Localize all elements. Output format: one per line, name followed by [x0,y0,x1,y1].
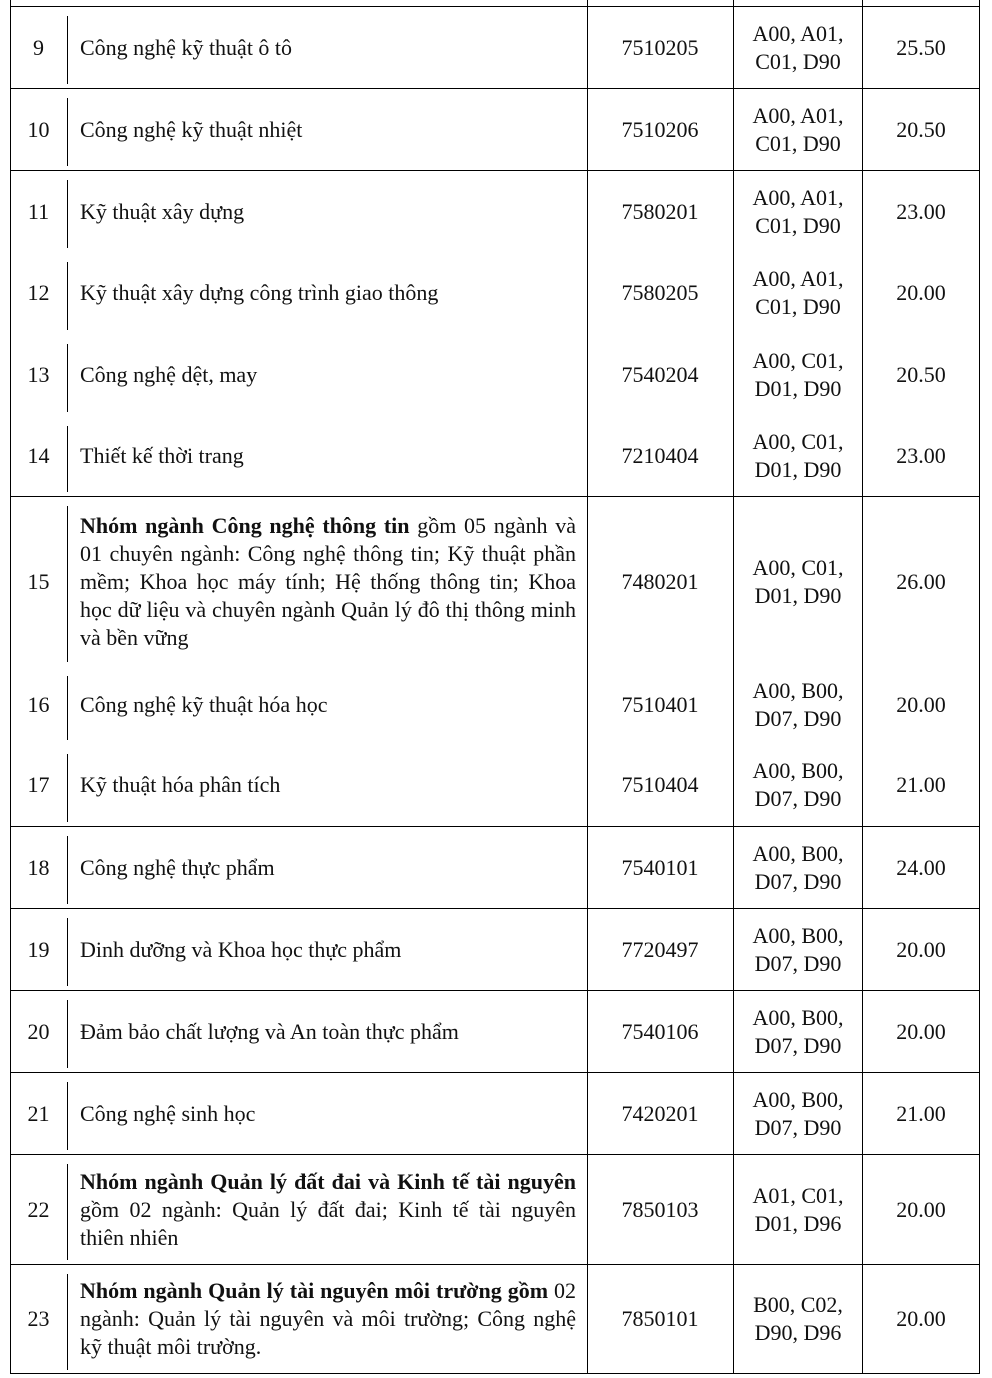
row-number: 14 [27,443,50,468]
subject-combination: D01, D90 [754,582,842,608]
column-divider [67,506,68,662]
table-row [10,252,980,334]
major-group-title: Nhóm ngành Quản lý tài nguyên môi trường gồm [80,1278,549,1303]
table-border-score [862,0,863,1374]
major-name: Công nghệ kỹ thuật nhiệt [80,116,303,142]
subject-combination: A00, B00, [752,840,844,866]
major-code: 7540204 [621,362,699,387]
column-divider [67,676,68,740]
subject-combination: A00, C01, [752,348,844,373]
table-row [10,744,980,826]
cutoff-score: 20.00 [896,1196,946,1222]
column-divider [67,16,68,84]
cutoff-score: 20.00 [896,280,946,305]
row-number: 11 [27,198,50,224]
major-name: Dinh dưỡng và Khoa học thực phẩm [80,936,402,962]
major-group-title: Nhóm ngành Quản lý đất đai và Kinh tế tài nguyên [80,1168,576,1194]
subject-combination: C01, D90 [755,130,841,156]
table-row [10,666,980,744]
subject-combination: D90, D96 [754,1320,842,1345]
subject-combination: A01, C01, [752,1182,844,1208]
table-border-bottom [10,1373,980,1374]
major-name: Công nghệ kỹ thuật ô tô [80,34,293,60]
major-code: 7580201 [621,198,699,224]
major-code: 7720497 [621,936,699,962]
table-row [10,990,980,1072]
subject-combination: D01, D90 [754,457,842,482]
subject-combination: D07, D90 [754,1114,842,1140]
table-row [10,496,980,666]
cutoff-score: 25.50 [896,34,946,60]
major-code: 7510206 [621,116,699,142]
table-border-comb [733,0,734,1374]
column-divider [67,98,68,166]
major-code: 7850103 [621,1196,699,1222]
major-group-title: Nhóm ngành Công nghệ thông tin [80,512,410,538]
subject-combination: C01, D90 [755,48,841,74]
table-row [10,170,980,252]
major-code: 7510401 [621,692,699,717]
column-divider [67,262,68,330]
major-code: 7210404 [621,443,699,468]
major-code: 7540101 [621,854,699,880]
cutoff-score: 23.00 [896,443,946,468]
column-divider [67,1000,68,1068]
major-name: Kỹ thuật xây dựng [80,198,245,224]
subject-combination: A00, A01, [752,20,844,46]
column-divider [67,1082,68,1150]
subject-combination: A00, B00, [752,1086,844,1112]
row-number: 18 [27,854,50,880]
cutoff-score: 21.00 [896,1100,946,1126]
subject-combination: D07, D90 [754,1032,842,1058]
subject-combination: A00, C01, [752,429,844,454]
major-name: Kỹ thuật xây dựng công trình giao thông [80,280,439,305]
major-description: gồm 02 ngành: Quản lý đất đai; Kinh tế tài nguyên thiên nhiên [80,1196,576,1250]
table-row [10,416,980,496]
subject-combination: A00, B00, [752,678,844,703]
subject-combination: D01, D96 [754,1210,842,1236]
subject-combination: A00, A01, [752,184,844,210]
column-divider [67,1164,68,1260]
cutoff-score: 23.00 [896,198,946,224]
row-number: 23 [27,1306,50,1331]
major-code: 7850101 [621,1306,699,1331]
major-code: 7510404 [621,772,699,797]
major-code: 7480201 [621,568,699,594]
row-number: 21 [27,1100,50,1126]
table-row [10,88,980,170]
table-row [10,6,980,88]
cutoff-score: 20.00 [896,1306,946,1331]
subject-combination: A00, B00, [752,1004,844,1030]
column-divider [67,1274,68,1370]
cutoff-score: 20.50 [896,362,946,387]
column-divider [67,918,68,986]
column-divider [67,344,68,412]
major-description: gồm 05 ngành và 01 chuyên ngành: Công nghệ thông tin; Kỹ thuật phần mềm; Khoa học máy tính; Hệ thống thông tin; Khoa học dữ liệu và chuyên ngành Quản lý đô thị thông minh và bền vững [80,512,576,650]
cutoff-score: 21.00 [896,772,946,797]
row-number: 12 [27,280,50,305]
subject-combination: D07, D90 [754,950,842,976]
major-name: Công nghệ thực phẩm [80,854,275,880]
row-number: 17 [27,772,50,797]
table-border-left [10,0,11,1374]
cutoff-score: 20.00 [896,1018,946,1044]
subject-combination: B00, C02, [753,1292,843,1317]
subject-combination: A00, B00, [752,922,844,948]
major-name: Đảm bảo chất lượng và An toàn thực phẩm [80,1018,459,1044]
table-row [10,908,980,990]
subject-combination: D07, D90 [754,868,842,894]
row-number: 10 [27,116,50,142]
major-name: Công nghệ sinh học [80,1100,256,1126]
table-row [10,1154,980,1264]
subject-combination: C01, D90 [755,294,841,319]
column-divider [67,426,68,492]
major-description: 02 ngành: Quản lý tài nguyên và môi trường; Công nghệ kỹ thuật môi trường. [80,1278,577,1359]
row-number: 9 [33,34,44,60]
cutoff-score: 24.00 [896,854,946,880]
table-row [10,1264,980,1373]
major-code: 7580205 [621,280,699,305]
major-code: 7420201 [621,1100,699,1126]
subject-combination: A00, A01, [752,102,844,128]
subject-combination: A00, B00, [752,758,844,783]
table-row [10,826,980,908]
major-name: Công nghệ dệt, may [80,362,258,387]
row-number: 13 [27,362,50,387]
subject-combination: D01, D90 [754,376,842,401]
subject-combination: D07, D90 [754,786,842,811]
table-row [10,334,980,416]
cutoff-score: 26.00 [896,568,946,594]
cutoff-score: 20.00 [896,692,946,717]
subject-combination: A00, C01, [752,554,844,580]
cutoff-score: 20.00 [896,936,946,962]
row-number: 19 [27,936,50,962]
row-number: 16 [27,692,50,717]
column-divider [67,180,68,248]
row-number: 22 [27,1196,50,1222]
subject-combination: C01, D90 [755,212,841,238]
table-row [10,1072,980,1154]
column-divider [67,836,68,904]
row-number: 15 [27,568,50,594]
table-border-code [587,0,588,1374]
cutoff-score: 20.50 [896,116,946,142]
table-border-right [979,0,980,1374]
subject-combination: D07, D90 [754,706,842,731]
subject-combination: A00, A01, [752,266,844,291]
column-divider [67,754,68,822]
major-code: 7510205 [621,34,699,60]
major-name: Kỹ thuật hóa phân tích [80,772,281,797]
major-code: 7540106 [621,1018,699,1044]
major-name: Công nghệ kỹ thuật hóa học [80,692,328,717]
row-number: 20 [27,1018,50,1044]
major-name: Thiết kế thời trang [80,443,244,468]
